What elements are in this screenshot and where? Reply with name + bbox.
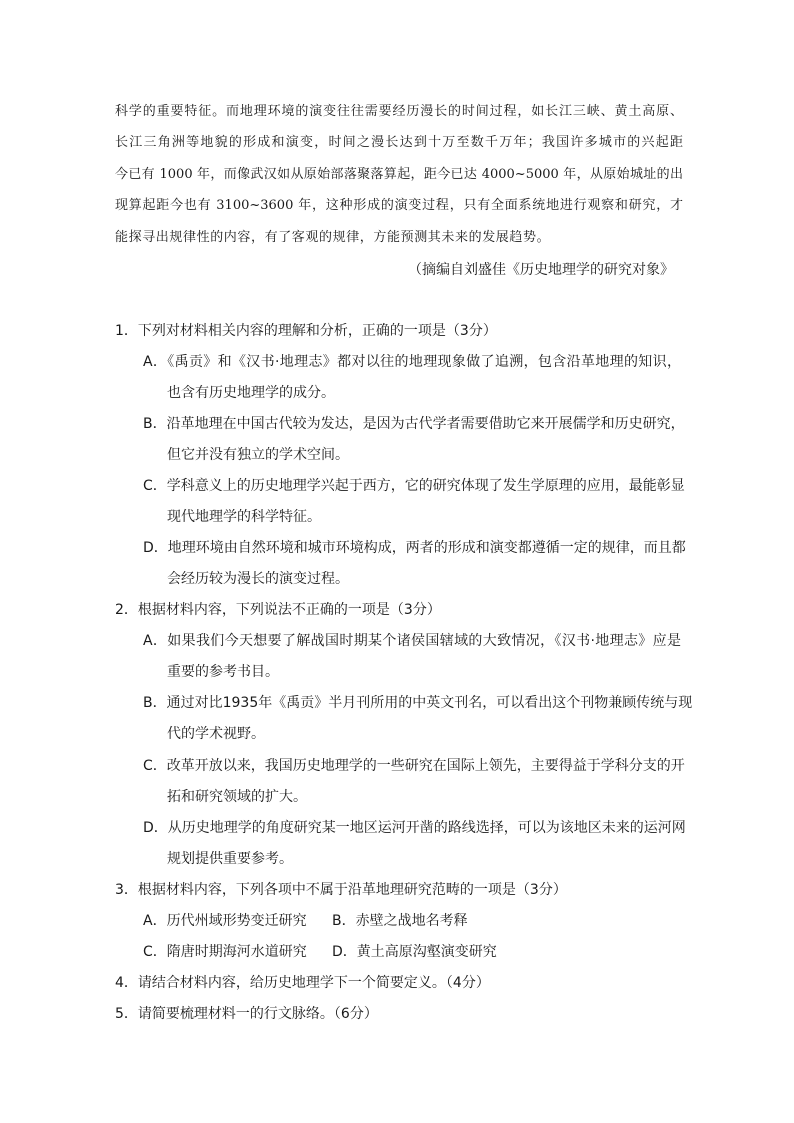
passage-line: 现算起距今也有 3100~3600 年，这种形成的演变过程，只有全面系统地进行观察和研究，才 <box>115 198 683 213</box>
question-1-option-c-cont: 现代地理学的科学特征。 <box>167 509 321 525</box>
question-3-stem: 3．根据材料内容，下列各项中不属于沿革地理研究范畴的一项是（3分） <box>115 882 567 898</box>
question-1-stem: 1．下列对材料相关内容的理解和分析，正确的一项是（3分） <box>115 323 497 339</box>
question-2-stem: 2．根据材料内容，下列说法不正确的一项是（3分） <box>115 602 441 618</box>
question-4-stem: 4．请结合材料内容，给历史地理学下一个简要定义。（4分） <box>115 975 490 991</box>
question-5-stem: 5．请简要梳理材料一的行文脉络。（6分） <box>115 1006 378 1022</box>
question-3-option-c: C．隋唐时期海河水道研究 <box>143 944 307 960</box>
question-2-option-b: B．通过对比1935年《禹贡》半月刊所用的中英文刊名，可以看出这个刊物兼顾传统与现 <box>143 695 693 711</box>
question-1-option-b: B．沿革地理在中国古代较为发达，是因为古代学者需要借助它来开展儒学和历史研究， <box>143 416 685 432</box>
question-1-option-a: A．《禹贡》和《汉书·地理志》都对以往的地理现象做了追溯，包含沿革地理的知识， <box>143 354 681 370</box>
question-2-option-c: C．改革开放以来，我国历史地理学的一些研究在国际上领先，主要得益于学科分支的开 <box>143 758 685 774</box>
passage-line: 今已有 1000 年，而像武汉如从原始部落聚落算起，距今已达 4000~5000 年，从原始城址的出 <box>115 167 683 182</box>
question-1-option-b-cont: 但它并没有独立的学术空间。 <box>167 447 349 463</box>
question-2-option-a-cont: 重要的参考书目。 <box>167 664 279 680</box>
question-1-option-c: C．学科意义上的历史地理学兴起于西方，它的研究体现了发生学原理的应用，最能彰显 <box>143 478 685 494</box>
question-1-option-d-cont: 会经历较为漫长的演变过程。 <box>167 571 349 587</box>
question-2-option-b-cont: 代的学术视野。 <box>167 726 265 742</box>
question-2-option-c-cont: 拓和研究领域的扩大。 <box>167 789 307 805</box>
passage-line: 长江三角洲等地貌的形成和演变，时间之漫长达到十万至数千万年；我国许多城市的兴起距 <box>115 135 683 150</box>
passage-source: （摘编自刘盛佳《历史地理学的研究对象》 <box>408 262 674 278</box>
question-1-option-a-cont: 也含有历史地理学的成分。 <box>167 385 335 401</box>
question-3-option-d: D．黄土高原沟壑演变研究 <box>332 944 497 960</box>
question-3-option-b: B．赤壁之战地名考释 <box>332 913 468 929</box>
passage-line: 科学的重要特征。而地理环境的演变往往需要经历漫长的时间过程，如长江三峡、黄土高原、 <box>115 104 683 119</box>
question-1-option-d: D．地理环境由自然环境和城市环境构成，两者的形成和演变都遵循一定的规律，而且都 <box>143 540 686 556</box>
question-3-option-a: A．历代州域形势变迁研究 <box>143 913 307 929</box>
passage-line: 能探寻出规律性的内容，有了客观的规律，方能预测其未来的发展趋势。 <box>115 230 551 245</box>
question-2-option-a: A．如果我们今天想要了解战国时期某个诸侯国辖域的大致情况，《汉书·地理志》应是 <box>143 633 681 649</box>
question-2-option-d-cont: 规划提供重要参考。 <box>167 851 293 867</box>
question-2-option-d: D．从历史地理学的角度研究某一地区运河开凿的路线选择，可以为该地区未来的运河网 <box>143 820 686 836</box>
